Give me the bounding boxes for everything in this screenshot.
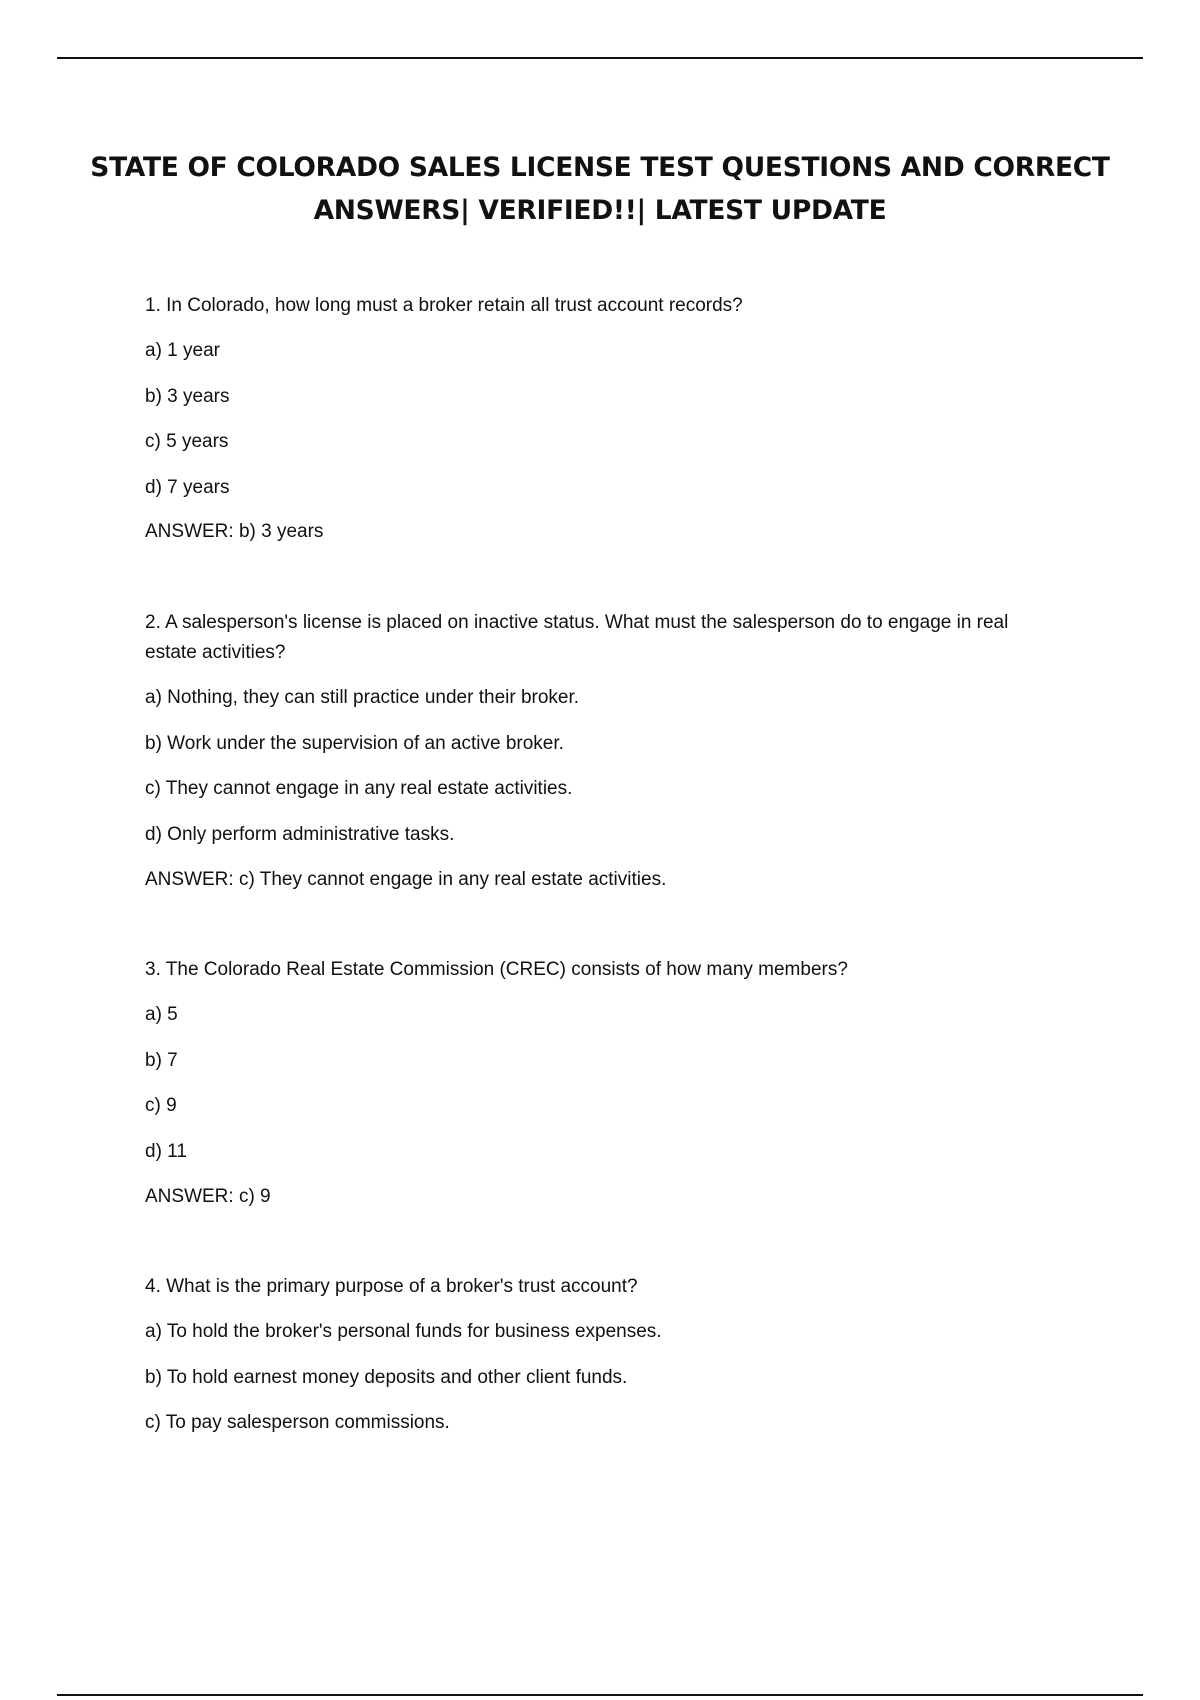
- answer-option: b) 3 years: [145, 386, 230, 407]
- answer-option: a) 5: [145, 1004, 178, 1025]
- answer-option: a) Nothing, they can still practice under their broker.: [145, 687, 580, 708]
- answer-option: c) 9: [145, 1095, 177, 1116]
- title-line-1: STATE OF COLORADO SALES LICENSE TEST QUESTIONS AND CORRECT: [90, 152, 1110, 183]
- answer-option: d) Only perform administrative tasks.: [145, 824, 455, 845]
- footer-rule: [57, 1694, 1143, 1696]
- answer-option: b) 7: [145, 1050, 178, 1071]
- answer-option: c) 5 years: [145, 431, 229, 452]
- answer-option: b) Work under the supervision of an active broker.: [145, 733, 564, 754]
- correct-answer: ANSWER: b) 3 years: [145, 521, 324, 542]
- correct-answer: ANSWER: c) 9: [145, 1186, 271, 1207]
- question-text: 3. The Colorado Real Estate Commission (CREC) consists of how many members?: [145, 959, 848, 980]
- answer-option: a) 1 year: [145, 340, 220, 361]
- question-text: 4. What is the primary purpose of a broker's trust account?: [145, 1276, 638, 1297]
- question-text: 1. In Colorado, how long must a broker retain all trust account records?: [145, 295, 743, 316]
- question-text: 2. A salesperson's license is placed on inactive status. What must the salesperson do to engage in real: [145, 612, 1009, 633]
- answer-option: d) 11: [145, 1141, 187, 1162]
- answer-option: b) To hold earnest money deposits and other client funds.: [145, 1367, 628, 1388]
- question-text-continued: estate activities?: [145, 642, 286, 663]
- answer-option: d) 7 years: [145, 477, 230, 498]
- answer-option: c) To pay salesperson commissions.: [145, 1412, 450, 1433]
- answer-option: a) To hold the broker's personal funds for business expenses.: [145, 1321, 662, 1342]
- answer-option: c) They cannot engage in any real estate activities.: [145, 778, 573, 799]
- correct-answer: ANSWER: c) They cannot engage in any real estate activities.: [145, 869, 667, 890]
- title-line-2: ANSWERS| VERIFIED!!| LATEST UPDATE: [313, 195, 887, 226]
